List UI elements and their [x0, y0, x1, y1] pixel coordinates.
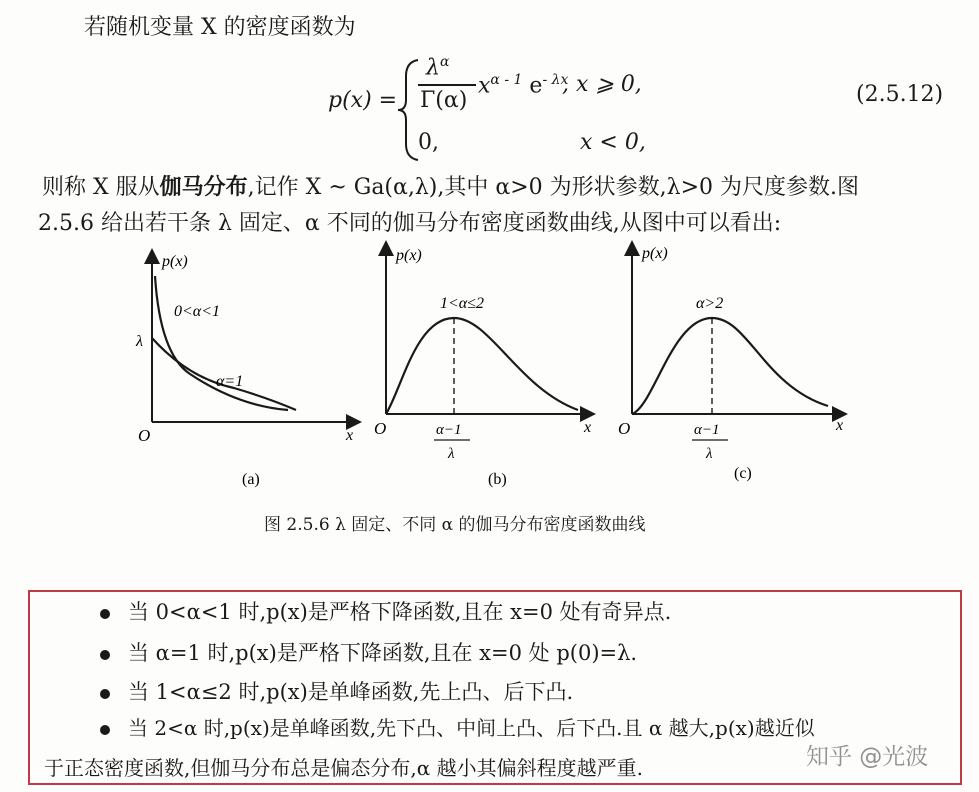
eq-case2-cond: x < 0,	[580, 130, 646, 155]
bullet-dot	[100, 689, 110, 699]
figure-c	[614, 238, 858, 488]
bullet-item: 当 1<α≤2 时,p(x)是单峰函数,先上凸、后下凸.	[100, 676, 573, 706]
figure-c-xlabel: x	[836, 417, 844, 434]
eq-case2-value: 0,	[418, 130, 439, 155]
watermark-text: 知乎 @光波	[806, 744, 929, 770]
figure-b-ylabel: p(x)	[396, 247, 422, 264]
bullet-item: 当 2<α 时,p(x)是单峰函数,先下凸、中间上凸、后下凸.且 α 越大,p(x)越近似	[100, 712, 815, 741]
bullet-item: 当 0<α<1 时,p(x)是严格下降函数,且在 x=0 处有奇异点.	[100, 596, 671, 626]
figure-b-tick-num: α−1	[436, 422, 462, 438]
eq-numerator: $\lambda^\alpha$	[426, 54, 450, 81]
figure-a-label-2: α=1	[216, 373, 244, 390]
figure-c-origin: O	[618, 419, 631, 438]
bullet-item: 当 α=1 时,p(x)是严格下降函数,且在 x=0 处 p(0)=λ.	[100, 637, 637, 667]
bullet-continuation: 于正态密度函数,但伽马分布总是偏态分布,α 越小其偏斜程度越严重.	[44, 756, 643, 780]
bullet-dot	[100, 725, 110, 735]
figure-c-ylabel: p(x)	[642, 245, 668, 262]
figure-a-xlabel: x	[346, 427, 354, 444]
eq-case1-cond: , x ⩾ 0,	[562, 72, 642, 97]
eq-lhs: p(x) =	[328, 88, 398, 113]
para-line1: 则称 X 服从伽马分布,记作 X ~ Ga(α,λ),其中 α>0 为形状参数,λ>0 为尺度参数.图	[42, 174, 860, 200]
intro-text: 若随机变量 X 的密度函数为	[84, 15, 356, 40]
figure-a	[128, 246, 368, 496]
figure-caption: 图 2.5.6 λ 固定、不同 α 的伽马分布密度函数曲线	[264, 515, 646, 535]
figure-b-label: 1<α≤2	[440, 295, 484, 312]
figure-c-tick-den: λ	[706, 446, 713, 462]
figure-c-sub: (c)	[734, 465, 752, 482]
figure-a-origin: O	[138, 426, 151, 445]
figure-a-ylabel: p(x)	[162, 253, 188, 270]
figure-b-xlabel: x	[584, 419, 592, 436]
eq-fraction-bar	[418, 84, 476, 86]
figure-b-curve	[386, 318, 578, 414]
figure-b-sub: (b)	[488, 471, 507, 488]
figure-c-tick-num: α−1	[694, 422, 720, 438]
figure-b	[370, 238, 608, 488]
bullet-dot	[100, 609, 110, 619]
eq-tail: $x^{\alpha - 1}$ $e^{- \lambda x}$	[478, 72, 569, 99]
figure-b-origin: O	[374, 419, 387, 438]
figure-a-label-1: 0<α<1	[174, 303, 220, 320]
eq-denominator: Γ(α)	[420, 88, 468, 113]
para-line2: 2.5.6 给出若干条 λ 固定、α 不同的伽马分布密度函数曲线,从图中可以看出:	[38, 211, 782, 236]
bullet-dot	[100, 650, 110, 660]
eq-number: (2.5.12)	[856, 82, 944, 107]
figure-a-sub: (a)	[242, 471, 260, 488]
figure-a-lambda: λ	[136, 333, 143, 350]
figure-c-curve	[632, 318, 828, 414]
figure-b-tick-den: λ	[448, 446, 455, 462]
figure-c-label: α>2	[696, 295, 724, 312]
